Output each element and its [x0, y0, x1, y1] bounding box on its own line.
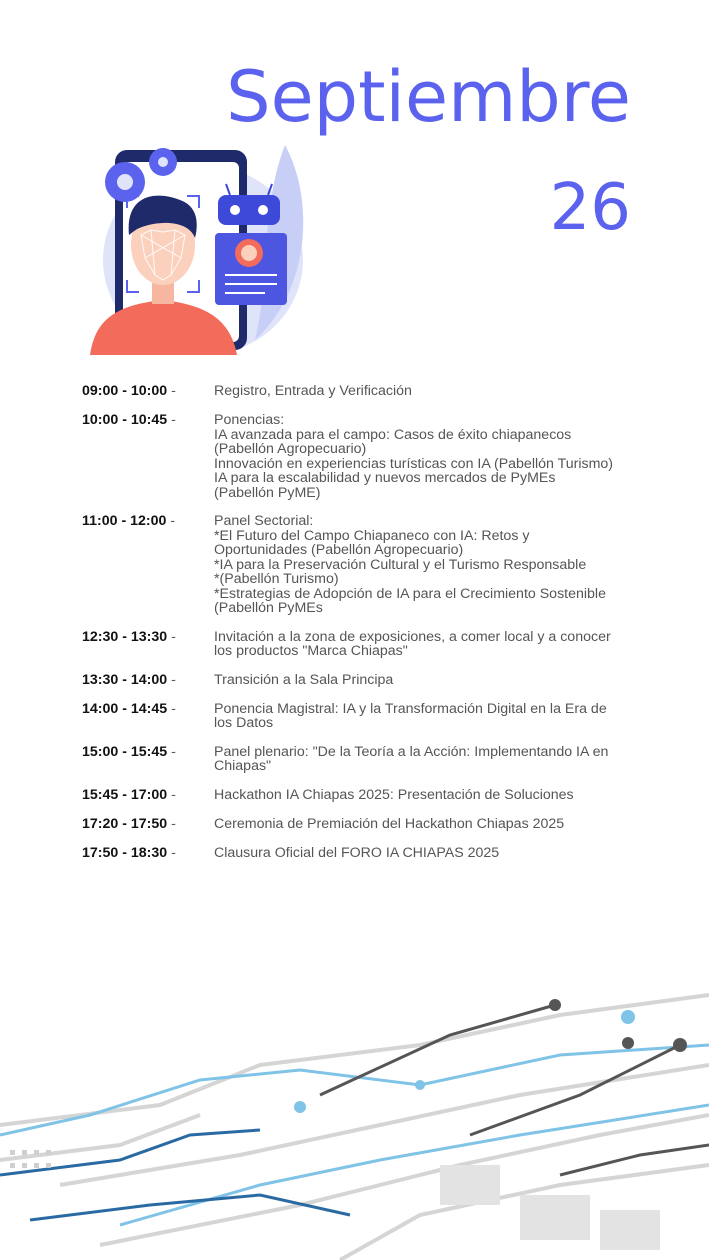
agenda-time: 15:00 - 15:45 -	[82, 743, 176, 760]
agenda-description-line: Clausura Oficial del FORO IA CHIAPAS 2025	[214, 844, 500, 861]
agenda-description-line: Oportunidades (Pabellón Agropecuario)	[214, 542, 464, 558]
agenda-description-line: Hackathon IA Chiapas 2025: Presentación de Soluciones	[214, 786, 574, 803]
agenda-description	[214, 673, 393, 688]
agenda-description-line: *Estrategias de Adopción de IA para el Crecimiento Sostenible	[214, 585, 606, 602]
agenda-time-range: 10:00 - 10:45	[82, 412, 168, 428]
agenda-time-range: 15:45 - 17:00	[82, 786, 168, 803]
agenda-time-range: 12:30 - 13:30	[82, 628, 168, 645]
agenda-description-line: (Pabellón Agropecuario)	[214, 441, 367, 457]
agenda-description-line: Registro, Entrada y Verificación	[214, 383, 412, 399]
agenda-description-line: *IA para la Preservación Cultural y el Turismo Responsable	[214, 556, 587, 573]
face-recognition-robot-illustration	[85, 140, 315, 365]
agenda-description-line: Innovación en experiencias turísticas con IA (Pabellón Turismo)	[214, 455, 614, 472]
agenda-description-line: Ponencia Magistral: IA y la Transformación Digital en la Era de	[214, 700, 607, 717]
agenda-item	[82, 846, 642, 861]
agenda-time-range: 15:00 - 15:45	[82, 743, 168, 760]
agenda-item	[82, 817, 642, 832]
agenda-time-range: 14:00 - 14:45	[82, 700, 168, 717]
agenda-time-range: 09:00 - 10:00	[82, 383, 168, 399]
agenda-description-line: IA para la escalabilidad y nuevos mercados de PyMEs	[214, 470, 556, 486]
agenda-description	[214, 413, 613, 500]
agenda-description	[214, 745, 608, 774]
agenda-description-line: Transición a la Sala Principa	[214, 671, 394, 688]
agenda-list	[82, 384, 642, 875]
agenda-description-line: los productos "Marca Chiapas"	[214, 643, 408, 659]
agenda-time: 09:00 - 10:00 -	[82, 383, 176, 399]
agenda-time: 12:30 - 13:30 -	[82, 628, 176, 645]
agenda-description-line: (Pabellón PyMEs	[214, 600, 323, 616]
agenda-description-line: IA avanzada para el campo: Casos de éxito chiapanecos	[214, 426, 572, 443]
day-number: 26	[549, 171, 631, 245]
agenda-item	[82, 673, 642, 688]
agenda-time: 17:50 - 18:30 -	[82, 844, 176, 861]
agenda-item	[82, 384, 642, 399]
agenda-time: 15:45 - 17:00 -	[82, 786, 176, 803]
agenda-description-line: *El Futuro del Campo Chiapaneco con IA: Retos y	[214, 527, 530, 544]
agenda-time: 11:00 - 12:00 -	[82, 513, 176, 529]
agenda-item	[82, 514, 642, 616]
agenda-item	[82, 702, 642, 731]
agenda-description-line: Ceremonia de Premiación del Hackathon Chiapas 2025	[214, 815, 565, 832]
agenda-item	[82, 788, 642, 803]
agenda-time: 17:20 - 17:50 -	[82, 815, 176, 832]
agenda-description-line: Panel Sectorial:	[214, 513, 314, 529]
month-title: Septiembre	[226, 56, 631, 138]
agenda-description	[214, 630, 611, 659]
agenda-description-line: *(Pabellón Turismo)	[214, 571, 339, 587]
agenda-time-range: 13:30 - 14:00	[82, 671, 168, 688]
agenda-description-line: Panel plenario: "De la Teoría a la Acción: Implementando IA en	[214, 743, 609, 760]
agenda-description-line: Ponencias:	[214, 412, 285, 428]
agenda-description-line: (Pabellón PyME)	[214, 484, 321, 501]
agenda-description-line: los Datos	[214, 715, 274, 731]
agenda-description-line: Invitación a la zona de exposiciones, a comer local y a conocer	[214, 628, 611, 645]
agenda-item	[82, 413, 642, 500]
agenda-description-line: Chiapas"	[214, 758, 272, 774]
agenda-description	[214, 817, 564, 832]
agenda-description	[214, 702, 607, 731]
agenda-description	[214, 384, 412, 399]
agenda-time: 13:30 - 14:00 -	[82, 671, 176, 688]
agenda-time-range: 17:20 - 17:50	[82, 815, 168, 832]
agenda-time-range: 11:00 - 12:00	[82, 513, 167, 529]
circuit-board-decoration	[0, 985, 709, 1260]
agenda-item	[82, 630, 642, 659]
agenda-time: 10:00 - 10:45 -	[82, 412, 176, 428]
agenda-description	[214, 788, 574, 803]
agenda-item	[82, 745, 642, 774]
agenda-time: 14:00 - 14:45 -	[82, 700, 176, 717]
agenda-description	[214, 846, 499, 861]
agenda-description	[214, 514, 606, 616]
agenda-time-range: 17:50 - 18:30	[82, 844, 168, 861]
